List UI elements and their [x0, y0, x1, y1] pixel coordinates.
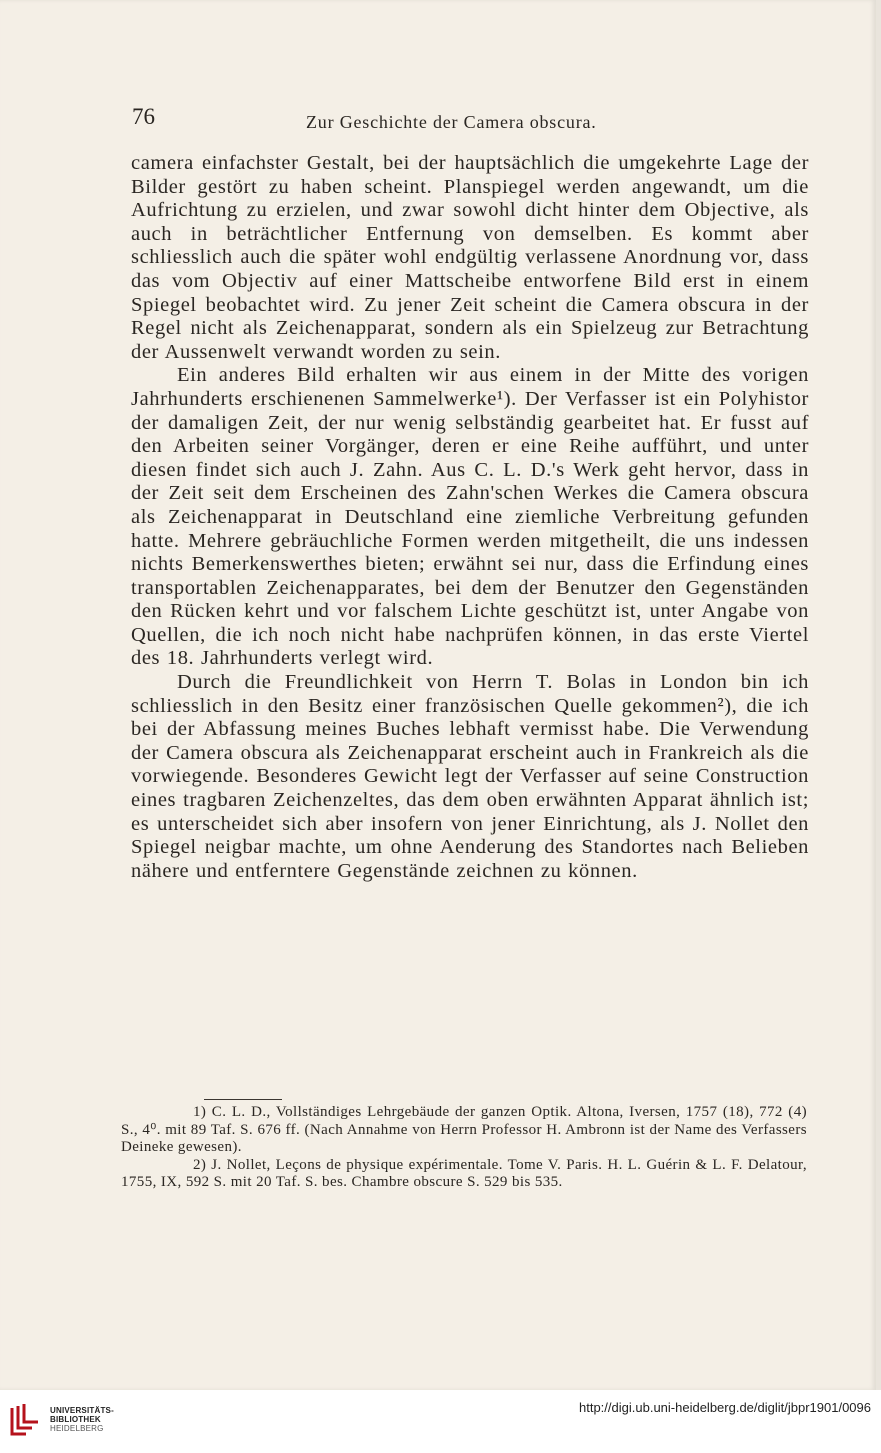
- logo-line-3: HEIDELBERG: [50, 1424, 104, 1433]
- permalink-url[interactable]: http://digi.ub.uni-heidelberg.de/diglit/jbpr1901/0096: [579, 1400, 871, 1415]
- page-number: 76: [132, 104, 155, 129]
- page-edge: [876, 0, 881, 1390]
- footnote-2: 2) J. Nollet, Leçons de physique expérimentale. Tome V. Paris. H. L. Guérin & L. F. Delatour, 1755, IX, 592 S. mit 20 Taf. S. bes. Chambre obscure S. 529 bis 535.: [121, 1156, 807, 1191]
- library-logo-icon: [8, 1402, 42, 1438]
- footnotes: [121, 1104, 807, 1192]
- paragraph-3: Durch die Freundlichkeit von Herrn T. Bolas in London bin ich schliesslich in den Besitz einer französischen Quelle gekommen²), die ich bei der Abfassung meines Buches lebhaft vermisst habe. Die Verwendung der Camera obscura als Zeichenapparat erscheint auch in Frankreich als die vorwiegende. Besonderes Gewicht legt der Verfasser auf seine Construction eines tragbaren Zeichenzeltes, das dem oben erwähnten Apparat ähnlich ist; es unterscheidet sich aber insofern von jener Einrichtung, als J. Nollet den Spiegel neigbar machte, um ohne Aenderung des Standortes nach Belieben nähere und entferntere Gegenstände zeichnen zu können.: [131, 671, 809, 882]
- logo-line-1: UNIVERSITÄTS-: [50, 1406, 114, 1415]
- running-title: Zur Geschichte der Camera obscura.: [306, 112, 597, 132]
- body-text: [131, 152, 809, 883]
- paragraph-2: Ein anderes Bild erhalten wir aus einem in der Mitte des vorigen Jahrhunderts erschienenen Sammelwerke¹). Der Verfasser ist ein Polyhistor der damaligen Zeit, der nur wenig selbständig gearbeitet hat. Er fusst auf den Arbeiten seiner Vorgänger, deren er eine Reihe aufführt, und unter diesen findet sich auch J. Zahn. Aus C. L. D.'s Werk geht hervor, dass in der Zeit seit dem Erscheinen des Zahn'schen Werkes die Camera obscura als Zeichenapparat in Deutschland eine ziemliche Verbreitung gefunden hatte. Mehrere gebräuchliche Formen werden mitgetheilt, die uns indessen nichts Bemerkenswerthes bieten; erwähnt sei nur, dass die Erfindung eines transportablen Zeichenapparates, bei dem der Benutzer den Gegenständen den Rücken kehrt und vor falschem Lichte geschützt ist, unter Angabe von Quellen, die ich noch nicht habe nachprüfen können, in das erste Viertel des 18. Jahrhunderts verlegt wird.: [131, 364, 809, 670]
- library-logo[interactable]: [8, 1402, 148, 1438]
- logo-line-2: BIBLIOTHEK: [50, 1415, 101, 1424]
- library-logo-text: [50, 1406, 114, 1433]
- page-header: [132, 104, 810, 136]
- paragraph-1: camera einfachster Gestalt, bei der hauptsächlich die umgekehrte Lage der Bilder gestört zu haben scheint. Planspiegel werden angewandt, um die Aufrichtung zu erzielen, und zwar sowohl dicht hinter dem Objective, als auch in beträchtlicher Entfernung von demselben. Es kommt aber schliesslich auch die später wohl endgültig verlassene Anordnung vor, dass das vom Objectiv auf einer Mattscheibe entworfene Bild erst in einem Spiegel beobachtet wird. Zu jener Zeit scheint die Camera obscura in der Regel nicht als Zeichenapparat, sondern als ein Spielzeug zur Betrachtung der Aussenwelt verwandt worden zu sein.: [131, 152, 809, 363]
- footnote-1: 1) C. L. D., Vollständiges Lehrgebäude der ganzen Optik. Altona, Iversen, 1757 (18), 772 (4) S., 4⁰. mit 89 Taf. S. 676 ff. (Nach Annahme von Herrn Professor H. Ambronn ist der Name des Verfassers Deineke gewesen).: [121, 1104, 807, 1156]
- footnote-rule: [204, 1099, 282, 1100]
